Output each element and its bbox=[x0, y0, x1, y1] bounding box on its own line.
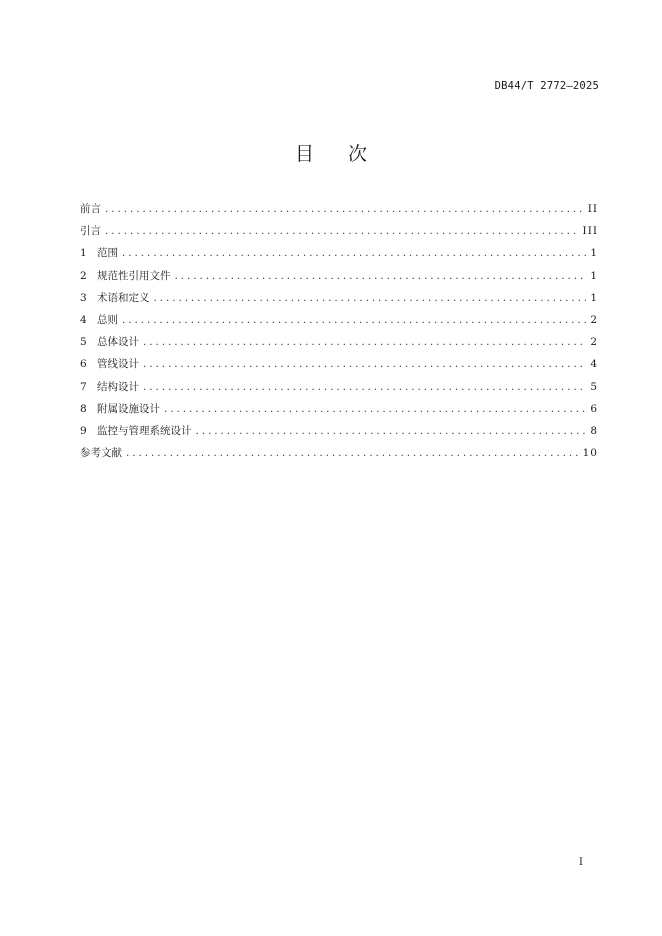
toc-entry-page: 1 bbox=[590, 291, 598, 304]
toc-leader bbox=[143, 331, 586, 353]
toc-entry-number: 4 bbox=[80, 313, 87, 326]
toc-entry-number: 9 bbox=[80, 424, 87, 437]
toc-entry-page: 5 bbox=[590, 380, 598, 393]
toc-entry-page: 10 bbox=[582, 447, 598, 460]
toc-entry-label: 管线设计 bbox=[97, 358, 139, 371]
toc-entry-label: 前言 bbox=[80, 203, 101, 215]
toc-leader bbox=[143, 353, 586, 375]
toc-entry-number: 3 bbox=[80, 291, 87, 304]
toc-entry-number: 5 bbox=[80, 336, 87, 349]
toc-leader bbox=[154, 287, 587, 309]
toc-entry-label: 术语和定义 bbox=[97, 291, 150, 304]
toc-entry-label: 附属设施设计 bbox=[97, 402, 160, 415]
toc-leader bbox=[175, 265, 587, 287]
toc-leader bbox=[196, 420, 587, 442]
toc-entry-page: II bbox=[587, 203, 598, 215]
toc-leader bbox=[126, 442, 579, 464]
toc-leader bbox=[143, 376, 586, 398]
toc-leader bbox=[105, 198, 584, 220]
toc-entry-page: 2 bbox=[590, 336, 598, 349]
toc-entry-auxiliary-facilities[interactable] bbox=[80, 398, 598, 420]
toc-entry-page: 1 bbox=[590, 247, 598, 260]
toc-entry-general-principles[interactable] bbox=[80, 309, 598, 331]
toc-entry-number: 6 bbox=[80, 358, 87, 371]
toc-entry-terms-definitions[interactable] bbox=[80, 287, 598, 309]
toc-entry-page: 8 bbox=[590, 424, 598, 437]
toc-entry-page: 2 bbox=[590, 313, 598, 326]
toc-list bbox=[80, 198, 598, 464]
toc-entry-scope[interactable] bbox=[80, 242, 598, 264]
toc-entry-page: III bbox=[582, 225, 598, 238]
toc-entry-introduction[interactable] bbox=[80, 220, 598, 242]
toc-entry-structural-design[interactable] bbox=[80, 376, 598, 398]
toc-entry-number: 2 bbox=[80, 269, 87, 282]
toc-entry-page: 6 bbox=[590, 402, 598, 415]
toc-entry-label: 参考文献 bbox=[80, 447, 122, 460]
toc-leader bbox=[164, 398, 586, 420]
toc-entry-number: 1 bbox=[80, 247, 87, 260]
toc-entry-label: 监控与管理系统设计 bbox=[97, 424, 192, 437]
toc-entry-page: 4 bbox=[590, 358, 598, 371]
toc-entry-label: 结构设计 bbox=[97, 380, 139, 393]
document-code: DB44/T 2772—2025 bbox=[494, 80, 599, 92]
toc-entry-overall-design[interactable] bbox=[80, 331, 598, 353]
toc-entry-normative-references[interactable] bbox=[80, 265, 598, 287]
toc-entry-page: 1 bbox=[590, 269, 598, 282]
toc-entry-label: 范围 bbox=[97, 247, 118, 260]
toc-entry-monitoring-management[interactable] bbox=[80, 420, 598, 442]
page-number: I bbox=[579, 857, 583, 868]
toc-leader bbox=[122, 309, 586, 331]
toc-entry-label: 引言 bbox=[80, 225, 101, 238]
toc-entry-number: 7 bbox=[80, 380, 87, 393]
toc-entry-label: 总体设计 bbox=[97, 336, 139, 349]
toc-leader bbox=[105, 220, 579, 242]
toc-leader bbox=[122, 242, 586, 264]
toc-entry-pipeline-design[interactable] bbox=[80, 353, 598, 375]
toc-title: 目 次 bbox=[294, 143, 368, 165]
toc-entry-foreword[interactable] bbox=[80, 198, 598, 220]
toc-entry-bibliography[interactable] bbox=[80, 442, 598, 464]
toc-entry-label: 规范性引用文件 bbox=[97, 269, 171, 282]
toc-entry-label: 总则 bbox=[97, 313, 118, 326]
toc-entry-number: 8 bbox=[80, 402, 87, 415]
